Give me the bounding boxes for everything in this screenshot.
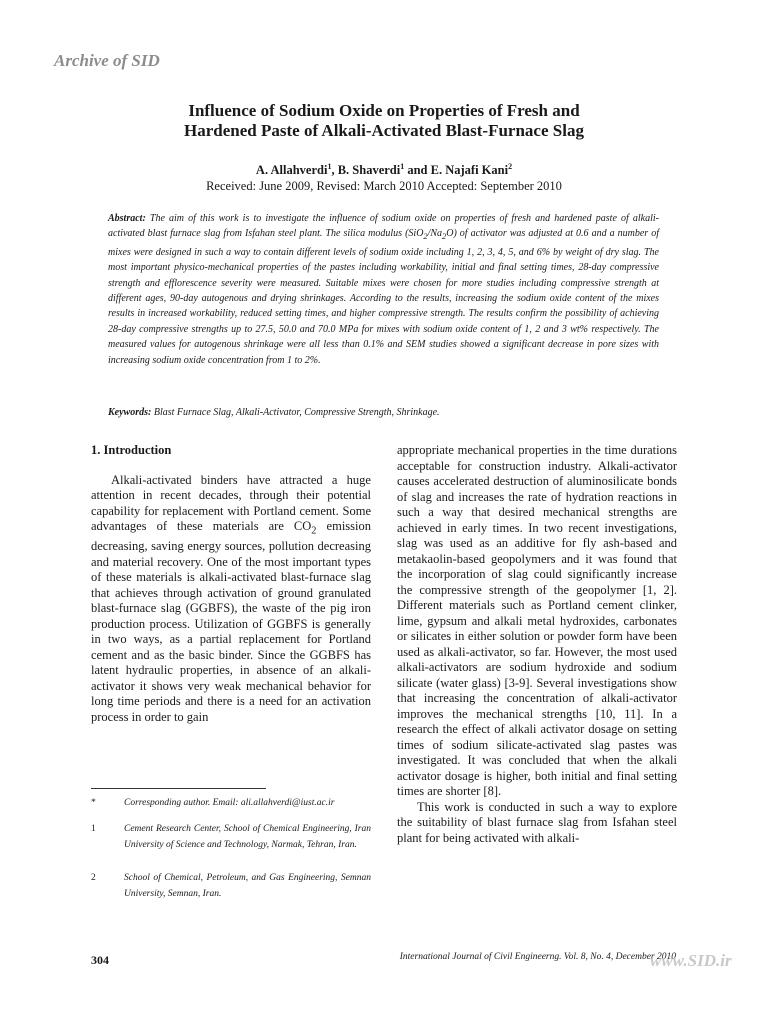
footnote-text: School of Chemical, Petroleum, and Gas Engineering, Semnan University, Semnan, Iran.	[124, 873, 371, 899]
page-number: 304	[91, 953, 109, 967]
submission-dates: Received: June 2009, Revised: March 2010 Accepted: September 2010	[206, 179, 562, 193]
abstract-formula-mid: /Na	[427, 228, 443, 240]
intro-text-1: Alkali-activated binders have attracted a huge attention in recent decades, through their potential capability for replacement with Portland cement. Some advantages of these materials are CO	[91, 472, 371, 533]
co2-subscript: 2	[311, 525, 317, 537]
section-heading: 1. Introduction	[91, 443, 172, 457]
footnote-mark: *	[91, 798, 96, 808]
footnote-mark: 1	[91, 824, 96, 834]
abstract-text-1: The aim of this work is to investigate the influence of sodium oxide on properties of fresh and hardened paste of alkali-activated blast furnace slag from Isfahan steel plant. The silica modulus (SiO	[108, 213, 659, 240]
abstract-text-2: O) of activator was adjusted at 0.6 and a number of mixes were designed in such a way to contain different levels of sodium oxide including 1, 2, 3, 4, 5, and 6% by weight of dry slag. The most important physico-mechanical properties of the pastes including workability, initial and final setting times, 28-day compressive strength and efflorescence severity were measured. Suitable mixes were chosen for more studies including compressive strength at different ages, 90-day autogenous and drying shrinkages. According to the results, increasing the sodium oxide content of the mixes results in increased workability, reduced setting times, and higher compressive strength. The results confirm the possibility of achieving 28-day compressive strengths up to 27.5, 50.0 and 70.0 MPa for mixes with sodium oxide content of 1, 2 and 3 wt% respectively. The measured values for autogenous shrinkage were all less than 0.1% and SEM studies showed a significant decrease in pore sizes with increasing sodium oxide concentration from 1 to 2%.	[108, 228, 659, 366]
abstract-sub-1: 2	[423, 232, 428, 242]
author-3: E. Najafi Kani	[430, 163, 509, 177]
author-and: and	[404, 163, 431, 177]
intro-paragraph-1	[91, 473, 371, 726]
author-list: A. Allahverdi$^1$, B. Shaverdi$^1$ and E. Najafi Kani$^2$	[255, 161, 513, 177]
author-1-affiliation: 1	[327, 161, 332, 171]
intro-paragraph-3: This work is conducted in such a way to explore the suitability of blast furnace slag from Isfahan steel plant for being activated with alkali-	[397, 799, 677, 845]
author-2-affiliation: 1	[400, 161, 405, 171]
abstract	[108, 211, 659, 368]
footnote-divider	[91, 788, 266, 789]
footnote-text: Cement Research Center, School of Chemical Engineering, Iran University of Science and Technology, Narmak, Tehran, Iran.	[124, 824, 371, 850]
abstract-label: Abstract:	[108, 213, 146, 224]
keywords	[108, 407, 659, 418]
title-line-2: Hardened Paste of Alkali-Activated Blast-Furnace Slag	[184, 121, 584, 140]
title-line-1: Influence of Sodium Oxide on Properties of Fresh and	[188, 101, 580, 120]
archive-watermark: Archive of SID	[54, 51, 160, 70]
right-column	[397, 443, 677, 846]
footnote-text: Corresponding author. Email: ali.allahverdi@iust.ac.ir	[124, 798, 335, 808]
left-column	[91, 443, 371, 725]
intro-paragraph-2: appropriate mechanical properties in the time durations acceptable for construction industry. Alkali-activator causes accelerated destruction of aluminosilicate bonds of slag and increases the rate of hydration reactions in such a way that desired mechanical strengths are achieved in early times. In two recent investigations, slag was used as an additive for fly ash-based and metakaolin-based geopolymers and it was found that the incorporation of slag could significantly increase the compressive strength of the geopolymer [1, 2]. Different materials such as Portland cement clinker, lime, gypsum and alkali metal hydroxides, carbonates or silicates in either solution or powder form have been used as alkali-activator, so far. However, the most used alkali-activators are sodium hydroxide and sodium silicate (water glass) [3-9]. Several investigations show that increasing the concentration of alkali-activator improves the mechanical strengths [10, 11]. In a research the effect of alkali activator dosage on setting times of sodium silicate-activated slag pastes was investigated. It was concluded that when the alkali activator dosage is higher, both initial and final setting times are shorter [8].	[397, 443, 677, 798]
footnote-affiliation-1	[91, 822, 371, 853]
keywords-label: Keywords:	[108, 407, 152, 418]
author-1: A. Allahverdi	[255, 163, 328, 177]
keywords-text: Blast Furnace Slag, Alkali-Activator, Compressive Strength, Shrinkage.	[151, 407, 440, 418]
paper-title	[0, 101, 768, 141]
author-2: B. Shaverdi	[337, 163, 401, 177]
journal-citation: International Journal of Civil Engineerng. Vol. 8, No. 4, December 2010	[399, 952, 676, 962]
intro-text-2: emission decreasing, saving energy sources, pollution decreasing and material recovery. One of the most important types of these materials is alkali-activated blast-furnace slag that achieves through activation of ground granulated blast-furnace slag (GGBFS), the waste of the pig iron production process. Utilization of GGBFS is generally in two ways, as a partial replacement for Portland cement and as the basic binder. Since the GGBFS has latent hydraulic properties, in absence of an alkali-activator it shows very weak mechanical behavior for long time periods and there is a need for an activation process in order to gain	[91, 519, 371, 724]
footnote-corresponding	[91, 796, 371, 812]
author-3-affiliation: 2	[508, 161, 513, 171]
abstract-sub-2: 2	[442, 232, 447, 242]
sid-watermark: www.SID.ir	[650, 951, 732, 970]
footnote-mark: 2	[91, 873, 96, 883]
footnote-affiliation-2	[91, 871, 371, 902]
